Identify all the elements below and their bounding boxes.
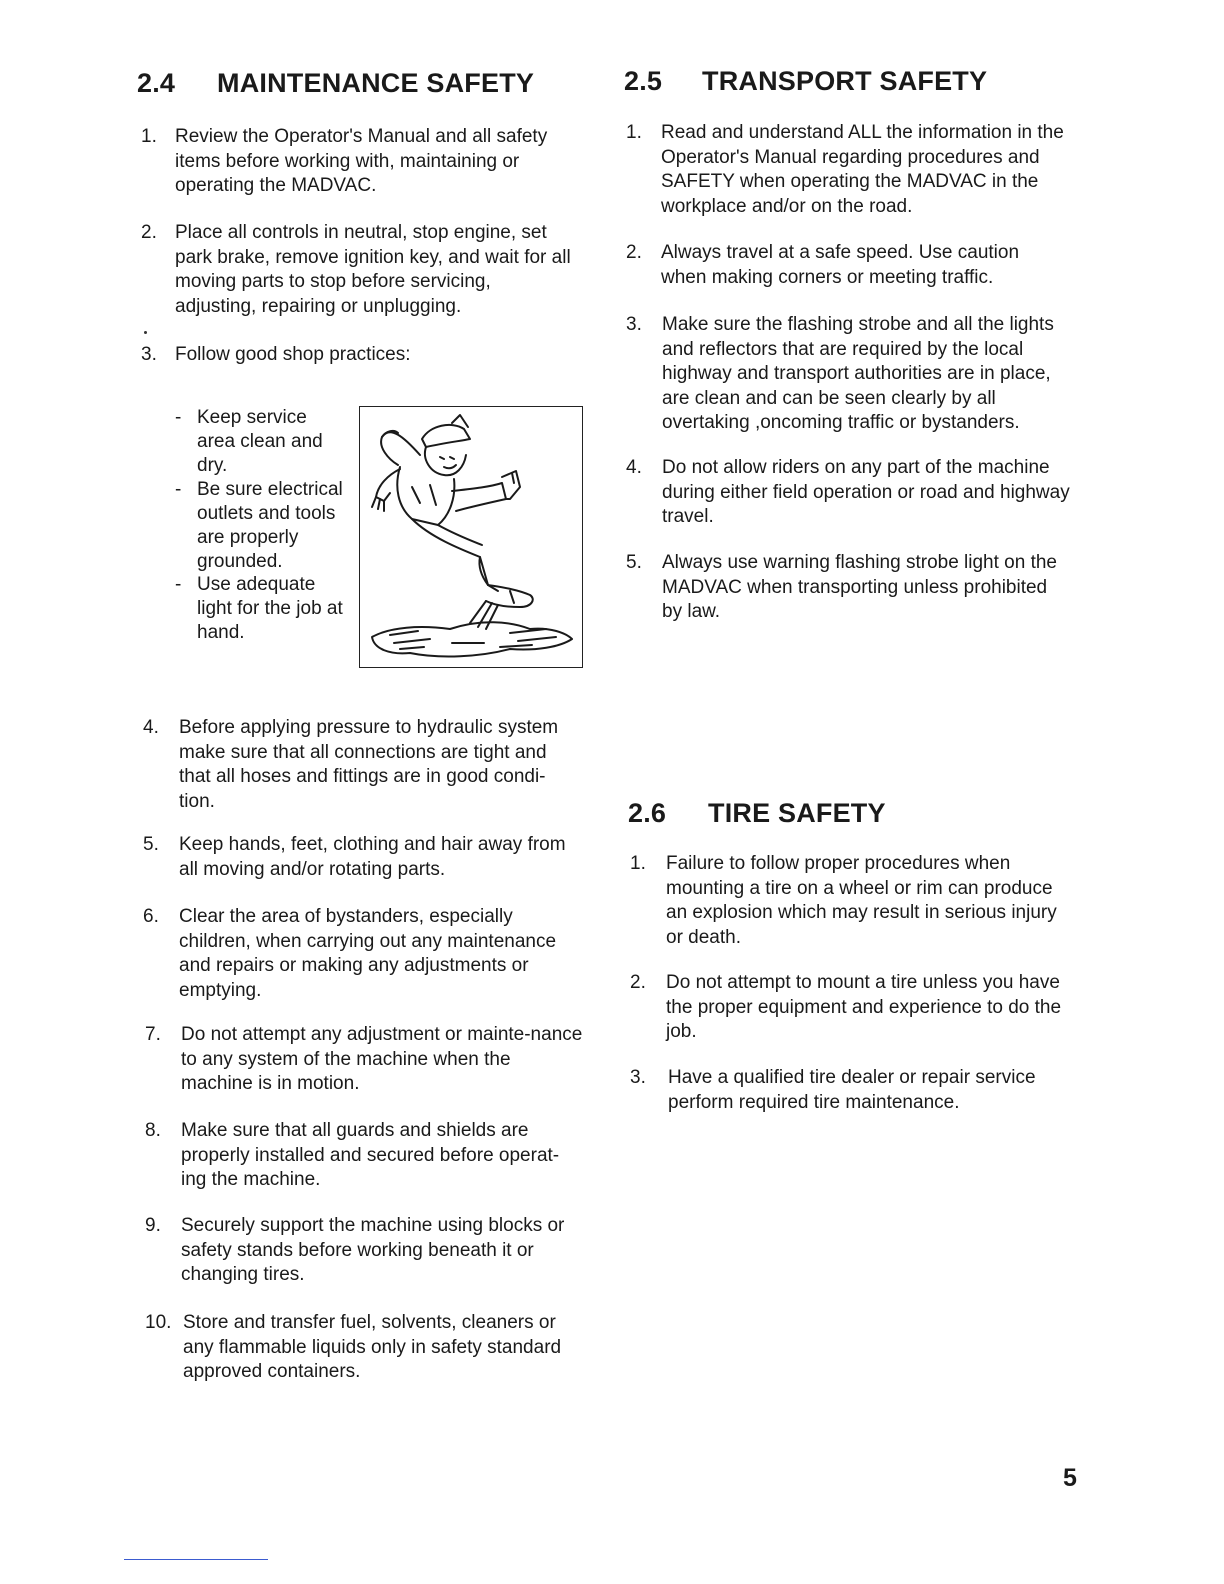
item-text: Follow good shop practices:: [175, 344, 411, 365]
shop-practice-item: [175, 478, 355, 574]
item-text: Do not attempt to mount a tire unless you have the proper equipment and experience to do the job.: [666, 972, 1062, 1042]
transport-item: [626, 241, 1066, 290]
transport-item: [626, 121, 1066, 219]
maintenance-item: [143, 833, 579, 882]
tire-item: [630, 1066, 1070, 1115]
item-number: 3.: [141, 344, 157, 365]
shop-practice-item: [175, 406, 355, 478]
maintenance-item: [145, 1214, 585, 1288]
item-number: 3.: [630, 1067, 646, 1088]
item-number: 7.: [145, 1024, 161, 1045]
maintenance-item: [143, 716, 575, 814]
maintenance-item: [143, 905, 575, 1003]
item-text: Keep hands, feet, clothing and hair away from all moving and/or rotating parts.: [179, 834, 566, 880]
item-number: 1.: [630, 853, 646, 874]
transport-item: [626, 313, 1072, 436]
dash: -: [175, 574, 182, 595]
item-number: 1.: [141, 126, 157, 147]
section-number: 2.4: [137, 68, 176, 98]
item-number: 1.: [626, 122, 642, 143]
dash: -: [175, 407, 182, 428]
item-number: 10.: [145, 1312, 172, 1333]
item-number: 3.: [626, 314, 642, 335]
item-number: 5.: [626, 552, 642, 573]
shop-practice-item: [175, 573, 355, 645]
maintenance-item: [141, 221, 573, 319]
item-text: Do not allow riders on any part of the machine during either field operation or road and highway travel.: [662, 457, 1070, 527]
maintenance-item: [141, 343, 573, 368]
item-number: 2.: [626, 242, 642, 263]
transport-safety-heading: [624, 66, 987, 97]
section-title: TIRE SAFETY: [708, 798, 886, 828]
practice-text: Be sure electrical outlets and tools are properly grounded.: [197, 479, 343, 572]
item-number: 9.: [145, 1215, 161, 1236]
item-number: 4.: [626, 457, 642, 478]
tire-item: [630, 971, 1076, 1045]
page-number: 5: [1063, 1464, 1077, 1492]
maintenance-item: [145, 1023, 585, 1097]
transport-item: [626, 456, 1072, 530]
section-number: 2.6: [628, 798, 667, 828]
item-text: Securely support the machine using blocks or safety stands before working beneath it or changing tires.: [181, 1215, 565, 1285]
item-text: Make sure that all guards and shields are properly installed and secured before operat-ing the machine.: [181, 1120, 560, 1190]
item-text: Failure to follow proper procedures when mounting a tire on a wheel or rim can produce an explosion which may result in serious injury or death.: [666, 853, 1057, 948]
tire-safety-heading: [628, 798, 886, 829]
item-text: Do not attempt any adjustment or mainte-nance to any system of the machine when the machine is in motion.: [181, 1024, 583, 1094]
maintenance-safety-heading: [137, 68, 534, 99]
practice-text: Keep service area clean and dry.: [197, 407, 323, 476]
footer-rule: [124, 1559, 268, 1560]
section-title: MAINTENANCE SAFETY: [217, 68, 535, 98]
maintenance-item: [145, 1311, 581, 1385]
dash: -: [175, 479, 182, 500]
item-text: Store and transfer fuel, solvents, cleaners or any flammable liquids only in safety standard approved containers.: [183, 1312, 562, 1382]
practice-text: Use adequate light for the job at hand.: [197, 574, 343, 643]
tire-item: [630, 852, 1076, 950]
item-number: 2.: [141, 222, 157, 243]
item-text: Clear the area of bystanders, especially children, when carrying out any maintenance and repairs or making any adjustments or emptying.: [179, 906, 557, 1001]
item-number: 8.: [145, 1120, 161, 1141]
item-text: Always use warning flashing strobe light on the MADVAC when transporting unless prohibited by law.: [662, 552, 1058, 622]
slipping-worker-illustration: [359, 406, 583, 668]
transport-item: [626, 551, 1066, 625]
maintenance-item: [141, 125, 573, 199]
section-number: 2.5: [624, 66, 663, 96]
item-text: Always travel at a safe speed. Use caution when making corners or meeting traffic.: [661, 242, 1020, 288]
item-text: Make sure the flashing strobe and all the lights and reflectors that are required by the local highway and transport authorities are in place, are clean and can be seen clearly by all overtaking ,oncoming traffic or bystanders.: [662, 314, 1054, 433]
item-text: Have a qualified tire dealer or repair service perform required tire maintenance.: [668, 1067, 1036, 1113]
maintenance-item: [145, 1119, 577, 1193]
item-number: 4.: [143, 717, 159, 738]
item-text: Before applying pressure to hydraulic system make sure that all connections are tight and that all hoses and fittings are in good condi-tion.: [179, 717, 559, 812]
stray-mark: [144, 331, 147, 334]
item-text: Review the Operator's Manual and all safety items before working with, maintaining or operating the MADVAC.: [175, 126, 548, 196]
item-number: 6.: [143, 906, 159, 927]
item-text: Place all controls in neutral, stop engine, set park brake, remove ignition key, and wait for all moving parts to stop before servicing, adjusting, repairing or unplugging.: [175, 222, 571, 317]
section-title: TRANSPORT SAFETY: [702, 66, 988, 96]
item-number: 5.: [143, 834, 159, 855]
item-text: Read and understand ALL the information in the Operator's Manual regarding procedures and SAFETY when operating the MADVAC in the workplace and/or on the road.: [661, 122, 1064, 217]
item-number: 2.: [630, 972, 646, 993]
slipping-worker-icon: [360, 407, 584, 669]
